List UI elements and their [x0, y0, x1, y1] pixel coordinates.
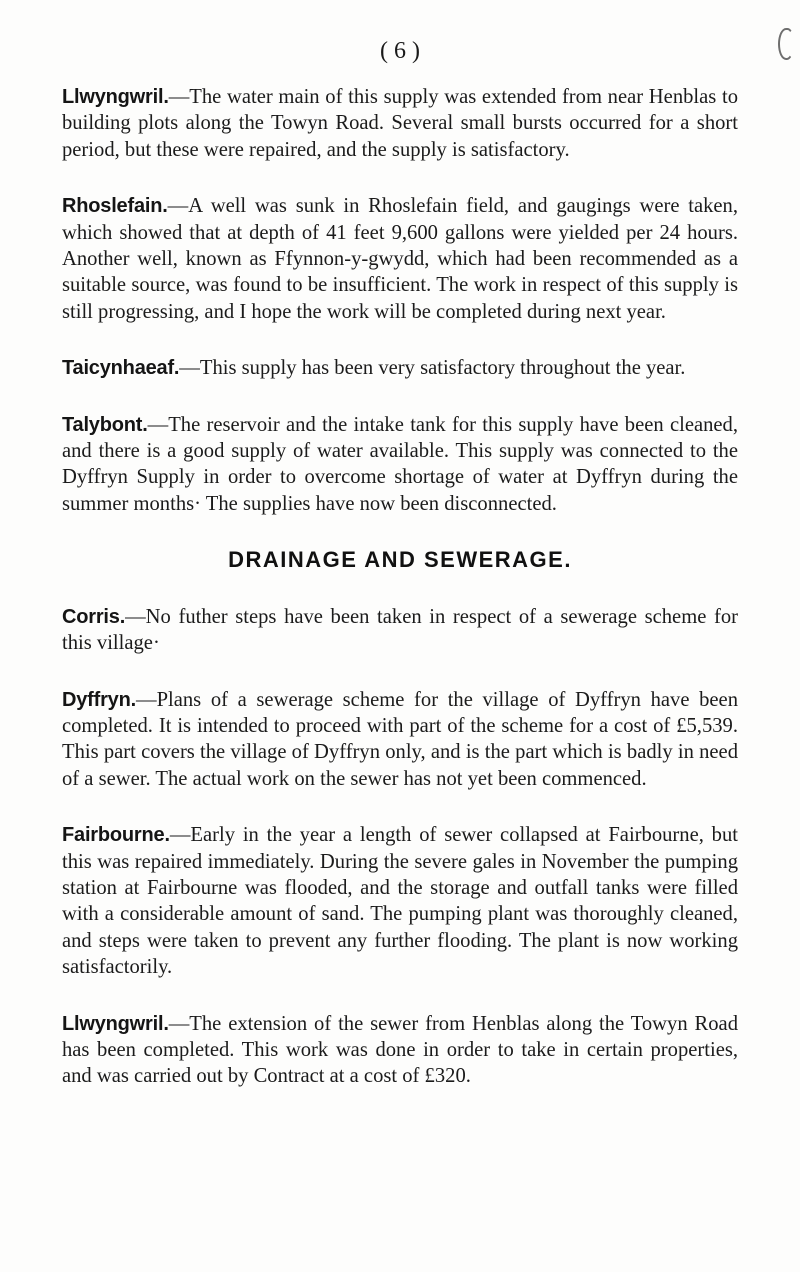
paragraph-text: —No futher steps have been taken in respect of a sewerage scheme for this village·	[62, 605, 738, 655]
paragraph-water-talybont	[62, 412, 738, 518]
paragraph-text: —Early in the year a length of sewer collapsed at Fairbourne, but this was repaired immediately. During the severe gales in November the pumping station at Fairbourne was flooded, and the storage and outfall tanks were filled with a considerable amount of sand. The pumping plant was thoroughly cleaned, and steps were taken to prevent any further flooding. The plant is now working satisfactorily.	[62, 824, 738, 979]
place-heading: Rhoslefain.	[62, 195, 168, 218]
paragraph-water-rhoslefain	[62, 193, 738, 325]
paragraph-text: —The extension of the sewer from Henblas along the Towyn Road has been completed. This work was done in order to take in certain properties, and was carried out by Contract at a cost of £320.	[62, 1012, 738, 1088]
place-heading: Fairbourne.	[62, 824, 170, 847]
paragraph-drainage-fairbourne	[62, 822, 738, 980]
paragraph-text: —The water main of this supply was extended from near Henblas to building plots along the Towyn Road. Several small bursts occurred for a short period, but these were repaired, and the supply is satisfactory.	[62, 86, 738, 161]
place-heading: Dyffryn.	[62, 688, 136, 711]
paragraph-drainage-llwyngwril	[62, 1011, 738, 1090]
paragraph-drainage-dyffryn	[62, 687, 738, 793]
paragraph-water-llwyngwril	[62, 84, 738, 163]
place-heading: Llwyngwril.	[62, 86, 169, 108]
place-heading: Talybont.	[62, 413, 148, 436]
paragraph-water-taicynhaeaf	[62, 355, 738, 381]
paragraph-text: —This supply has been very satisfactory throughout the year.	[179, 357, 686, 380]
paragraph-text: —Plans of a sewerage scheme for the village of Dyffryn have been completed. It is intended to proceed with part of the scheme for a cost of £5,539. This part covers the village of Dyffryn only, and is the part which is badly in need of a sewer. The actual work on the sewer has not yet been commenced.	[62, 688, 738, 790]
page-content	[62, 84, 738, 1120]
place-heading: Taicynhaeaf.	[62, 357, 180, 380]
paragraph-text: —A well was sunk in Rhoslefain field, and gaugings were taken, which showed that at depth of 41 feet 9,600 gallons were yielded per 24 hours. Another well, known as Ffynnon-y-gwydd, which had been recommended as a suitable source, was found to be insufficient. The work in respect of this supply is still progressing, and I hope the work will be completed during next year.	[62, 195, 738, 323]
paragraph-drainage-corris	[62, 604, 738, 657]
paragraph-text: —The reservoir and the intake tank for this supply have been cleaned, and there is a good supply of water available. This supply was connected to the Dyffryn Supply in order to overcome shortage of water at Dyffryn during the summer months· The supplies have now been disconnected.	[62, 413, 738, 515]
place-heading: Corris.	[62, 605, 126, 628]
place-heading: Llwyngwril.	[62, 1012, 169, 1035]
page-number: ( 6 )	[380, 38, 420, 64]
section-title: DRAINAGE AND SEWERAGE.	[228, 547, 572, 573]
